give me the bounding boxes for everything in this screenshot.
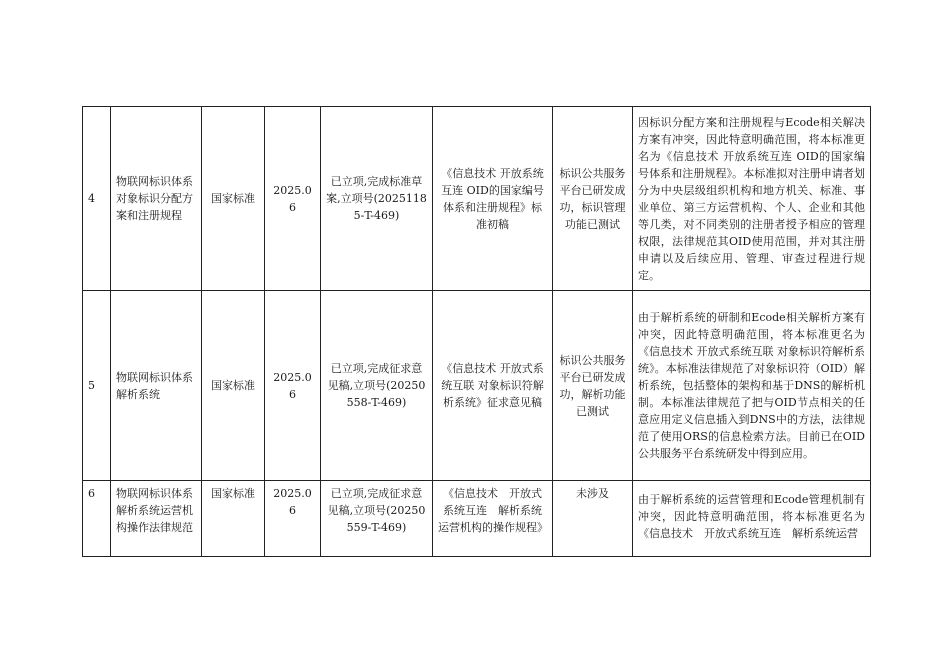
standard-name: 物联网标识体系 解析系统运营机构操作法律规范 [111, 481, 202, 557]
standard-name: 物联网标识体系 对象标识分配方案和注册规程 [111, 107, 202, 291]
project-status: 已立项,完成征求意见稿,立项号(20250558-T-469) [321, 291, 433, 481]
row-number: 4 [83, 107, 111, 291]
draft-document: 《信息技术 开放式系统互联 对象标识符解析系统》征求意见稿 [433, 291, 553, 481]
description: 由于解析系统的研制和Ecode相关解析方案有冲突，因此特意明确范围，将本标准更名为《信息技术 开放式系统互联 对象标识符解析系统》。本标准法律规范了对象标识符（OID）解析系统，包括整体的架构和基于DNS的解析机制。本标准法律规范了把与OID节点相关的任意应用定义信息插入到DNS中的方法，法律规范了使用ORS的信息检索方法。目前已在OID公共服务平台系统研发中得到应用。 [633, 291, 871, 481]
standard-type: 国家标准 [202, 107, 265, 291]
project-status: 已立项,完成征求意见稿,立项号(20250559-T-469) [321, 481, 433, 557]
description: 由于解析系统的运营管理和Ecode管理机制有冲突，因此特意明确范围，将本标准更名为《信息技术 开放式系统互连 解析系统运营 [633, 481, 871, 557]
draft-document: 《信息技术 开放系统互连 OID的国家编号体系和注册规程》标准初稿 [433, 107, 553, 291]
standard-name: 物联网标识体系 解析系统 [111, 291, 202, 481]
verification-status: 标识公共服务平台已研发成功，解析功能已测试 [553, 291, 633, 481]
row-number: 5 [83, 291, 111, 481]
draft-document: 《信息技术 开放式系统互连 解析系统运营机构的操作规程》 [433, 481, 553, 557]
table-row [83, 481, 871, 557]
project-status: 已立项,完成标准草案,立项号(20251185-T-469) [321, 107, 433, 291]
standards-table [82, 106, 871, 557]
verification-status: 未涉及 [553, 481, 633, 557]
completion-date: 2025.06 [265, 481, 321, 557]
row-number: 6 [83, 481, 111, 557]
completion-date: 2025.06 [265, 107, 321, 291]
verification-status: 标识公共服务平台已研发成功，标识管理功能已测试 [553, 107, 633, 291]
completion-date: 2025.06 [265, 291, 321, 481]
description: 因标识分配方案和注册规程与Ecode相关解决方案有冲突，因此特意明确范围，将本标准更名为《信息技术 开放系统互连 OID的国家编号体系和注册规程》。本标准拟对注册申请者划分为中央层级组织机构和地方机关、标准、事业单位、第三方运营机构、个人、企业和其他等几类，对不同类别的注册者授予相应的管理权限，法律规范其OID使用范围，并对其注册申请以及后续应用、管理、审查过程进行规定。 [633, 107, 871, 291]
standard-type: 国家标准 [202, 291, 265, 481]
table-row [83, 107, 871, 291]
table-row [83, 291, 871, 481]
standard-type: 国家标准 [202, 481, 265, 557]
